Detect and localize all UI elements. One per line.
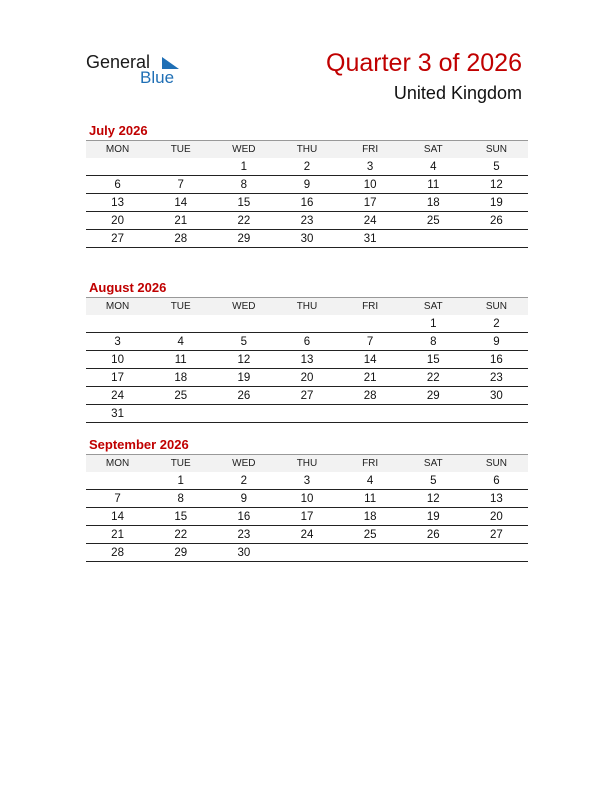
day-cell: 30 <box>275 230 338 248</box>
day-cell: 16 <box>275 194 338 212</box>
day-cell: 24 <box>339 212 402 230</box>
weekday-tue: TUE <box>149 298 212 316</box>
day-cell: 6 <box>86 176 149 194</box>
weekday-sat: SAT <box>402 455 465 473</box>
day-cell: 21 <box>86 526 149 544</box>
day-cell <box>212 315 275 333</box>
day-cell: 5 <box>212 333 275 351</box>
day-cell: 30 <box>212 544 275 562</box>
week-row <box>86 490 528 508</box>
day-cell: 28 <box>339 387 402 405</box>
weekday-sat: SAT <box>402 141 465 159</box>
calendar-grid <box>86 140 528 248</box>
weekday-thu: THU <box>275 455 338 473</box>
weekday-mon: MON <box>86 455 149 473</box>
day-cell: 14 <box>149 194 212 212</box>
day-cell: 26 <box>212 387 275 405</box>
weekday-sat: SAT <box>402 298 465 316</box>
weekday-wed: WED <box>212 455 275 473</box>
week-row <box>86 369 528 387</box>
day-cell: 13 <box>86 194 149 212</box>
day-cell: 29 <box>212 230 275 248</box>
day-cell: 15 <box>212 194 275 212</box>
day-cell: 4 <box>402 158 465 176</box>
week-row <box>86 544 528 562</box>
week-row <box>86 212 528 230</box>
month-title: September 2026 <box>89 437 189 452</box>
logo <box>86 52 196 88</box>
day-cell: 28 <box>149 230 212 248</box>
logo-blue-text: Blue <box>140 68 175 87</box>
week-row <box>86 230 528 248</box>
day-cell: 14 <box>86 508 149 526</box>
day-cell: 14 <box>339 351 402 369</box>
day-cell <box>149 405 212 423</box>
weekday-header-row <box>86 141 528 159</box>
day-cell: 11 <box>402 176 465 194</box>
day-cell: 20 <box>275 369 338 387</box>
day-cell: 24 <box>86 387 149 405</box>
day-cell: 25 <box>149 387 212 405</box>
day-cell: 17 <box>339 194 402 212</box>
day-cell: 29 <box>402 387 465 405</box>
calendar-grid <box>86 454 528 562</box>
day-cell: 1 <box>212 158 275 176</box>
day-cell: 9 <box>275 176 338 194</box>
day-cell <box>212 405 275 423</box>
day-cell <box>465 230 528 248</box>
day-cell: 30 <box>465 387 528 405</box>
day-cell: 27 <box>275 387 338 405</box>
day-cell <box>339 315 402 333</box>
day-cell <box>86 472 149 490</box>
weekday-fri: FRI <box>339 141 402 159</box>
day-cell: 3 <box>339 158 402 176</box>
week-row <box>86 526 528 544</box>
week-row <box>86 405 528 423</box>
day-cell: 25 <box>402 212 465 230</box>
day-cell: 20 <box>465 508 528 526</box>
month-title: August 2026 <box>89 280 167 295</box>
day-cell <box>149 158 212 176</box>
page-title: Quarter 3 of 2026 <box>326 49 522 77</box>
week-row <box>86 387 528 405</box>
day-cell: 19 <box>402 508 465 526</box>
week-row <box>86 351 528 369</box>
day-cell: 22 <box>149 526 212 544</box>
day-cell: 19 <box>465 194 528 212</box>
week-row <box>86 472 528 490</box>
weekday-sun: SUN <box>465 298 528 316</box>
weekday-wed: WED <box>212 298 275 316</box>
month-august <box>86 279 528 423</box>
day-cell: 3 <box>275 472 338 490</box>
day-cell: 4 <box>149 333 212 351</box>
weekday-header-row <box>86 298 528 316</box>
day-cell: 12 <box>212 351 275 369</box>
day-cell: 16 <box>212 508 275 526</box>
day-cell: 7 <box>149 176 212 194</box>
week-row <box>86 333 528 351</box>
day-cell: 10 <box>86 351 149 369</box>
calendar-body <box>86 158 528 248</box>
day-cell: 18 <box>339 508 402 526</box>
calendar-body <box>86 315 528 423</box>
week-row <box>86 176 528 194</box>
day-cell: 27 <box>86 230 149 248</box>
day-cell: 16 <box>465 351 528 369</box>
day-cell <box>402 405 465 423</box>
day-cell: 1 <box>402 315 465 333</box>
month-july <box>86 122 528 248</box>
day-cell <box>275 544 338 562</box>
day-cell: 8 <box>149 490 212 508</box>
day-cell <box>149 315 212 333</box>
weekday-fri: FRI <box>339 298 402 316</box>
day-cell <box>339 544 402 562</box>
day-cell: 10 <box>275 490 338 508</box>
day-cell: 15 <box>402 351 465 369</box>
day-cell: 31 <box>339 230 402 248</box>
day-cell: 17 <box>275 508 338 526</box>
calendar-grid <box>86 297 528 423</box>
month-title: July 2026 <box>89 123 148 138</box>
week-row <box>86 194 528 212</box>
day-cell: 25 <box>339 526 402 544</box>
day-cell: 17 <box>86 369 149 387</box>
day-cell: 20 <box>86 212 149 230</box>
day-cell: 11 <box>339 490 402 508</box>
day-cell: 9 <box>212 490 275 508</box>
day-cell <box>339 405 402 423</box>
day-cell <box>465 544 528 562</box>
day-cell: 7 <box>86 490 149 508</box>
day-cell: 19 <box>212 369 275 387</box>
day-cell: 1 <box>149 472 212 490</box>
day-cell: 6 <box>275 333 338 351</box>
weekday-mon: MON <box>86 141 149 159</box>
day-cell: 22 <box>402 369 465 387</box>
day-cell: 28 <box>86 544 149 562</box>
day-cell <box>275 315 338 333</box>
day-cell: 12 <box>465 176 528 194</box>
day-cell: 3 <box>86 333 149 351</box>
day-cell: 13 <box>275 351 338 369</box>
weekday-tue: TUE <box>149 455 212 473</box>
day-cell: 15 <box>149 508 212 526</box>
week-row <box>86 158 528 176</box>
weekday-mon: MON <box>86 298 149 316</box>
day-cell: 26 <box>465 212 528 230</box>
day-cell <box>465 405 528 423</box>
month-september <box>86 436 528 562</box>
weekday-thu: THU <box>275 298 338 316</box>
weekday-fri: FRI <box>339 455 402 473</box>
day-cell <box>402 544 465 562</box>
day-cell: 11 <box>149 351 212 369</box>
day-cell: 23 <box>465 369 528 387</box>
day-cell: 2 <box>275 158 338 176</box>
day-cell: 27 <box>465 526 528 544</box>
day-cell <box>86 315 149 333</box>
day-cell: 21 <box>339 369 402 387</box>
weekday-thu: THU <box>275 141 338 159</box>
week-row <box>86 508 528 526</box>
day-cell: 9 <box>465 333 528 351</box>
day-cell: 23 <box>212 526 275 544</box>
day-cell: 4 <box>339 472 402 490</box>
day-cell: 5 <box>402 472 465 490</box>
day-cell: 5 <box>465 158 528 176</box>
day-cell: 8 <box>402 333 465 351</box>
day-cell: 31 <box>86 405 149 423</box>
day-cell: 18 <box>149 369 212 387</box>
day-cell: 22 <box>212 212 275 230</box>
country-name: United Kingdom <box>393 83 522 103</box>
weekday-header-row <box>86 455 528 473</box>
day-cell: 10 <box>339 176 402 194</box>
weekday-tue: TUE <box>149 141 212 159</box>
day-cell: 24 <box>275 526 338 544</box>
day-cell: 26 <box>402 526 465 544</box>
week-row <box>86 315 528 333</box>
day-cell: 29 <box>149 544 212 562</box>
day-cell <box>402 230 465 248</box>
logo-general-text: General <box>86 52 151 72</box>
day-cell: 12 <box>402 490 465 508</box>
day-cell <box>275 405 338 423</box>
day-cell: 8 <box>212 176 275 194</box>
day-cell: 6 <box>465 472 528 490</box>
day-cell: 23 <box>275 212 338 230</box>
weekday-sun: SUN <box>465 455 528 473</box>
day-cell: 21 <box>149 212 212 230</box>
day-cell: 2 <box>465 315 528 333</box>
weekday-wed: WED <box>212 141 275 159</box>
weekday-sun: SUN <box>465 141 528 159</box>
day-cell: 18 <box>402 194 465 212</box>
day-cell <box>86 158 149 176</box>
day-cell: 2 <box>212 472 275 490</box>
day-cell: 7 <box>339 333 402 351</box>
calendar-body <box>86 472 528 562</box>
day-cell: 13 <box>465 490 528 508</box>
